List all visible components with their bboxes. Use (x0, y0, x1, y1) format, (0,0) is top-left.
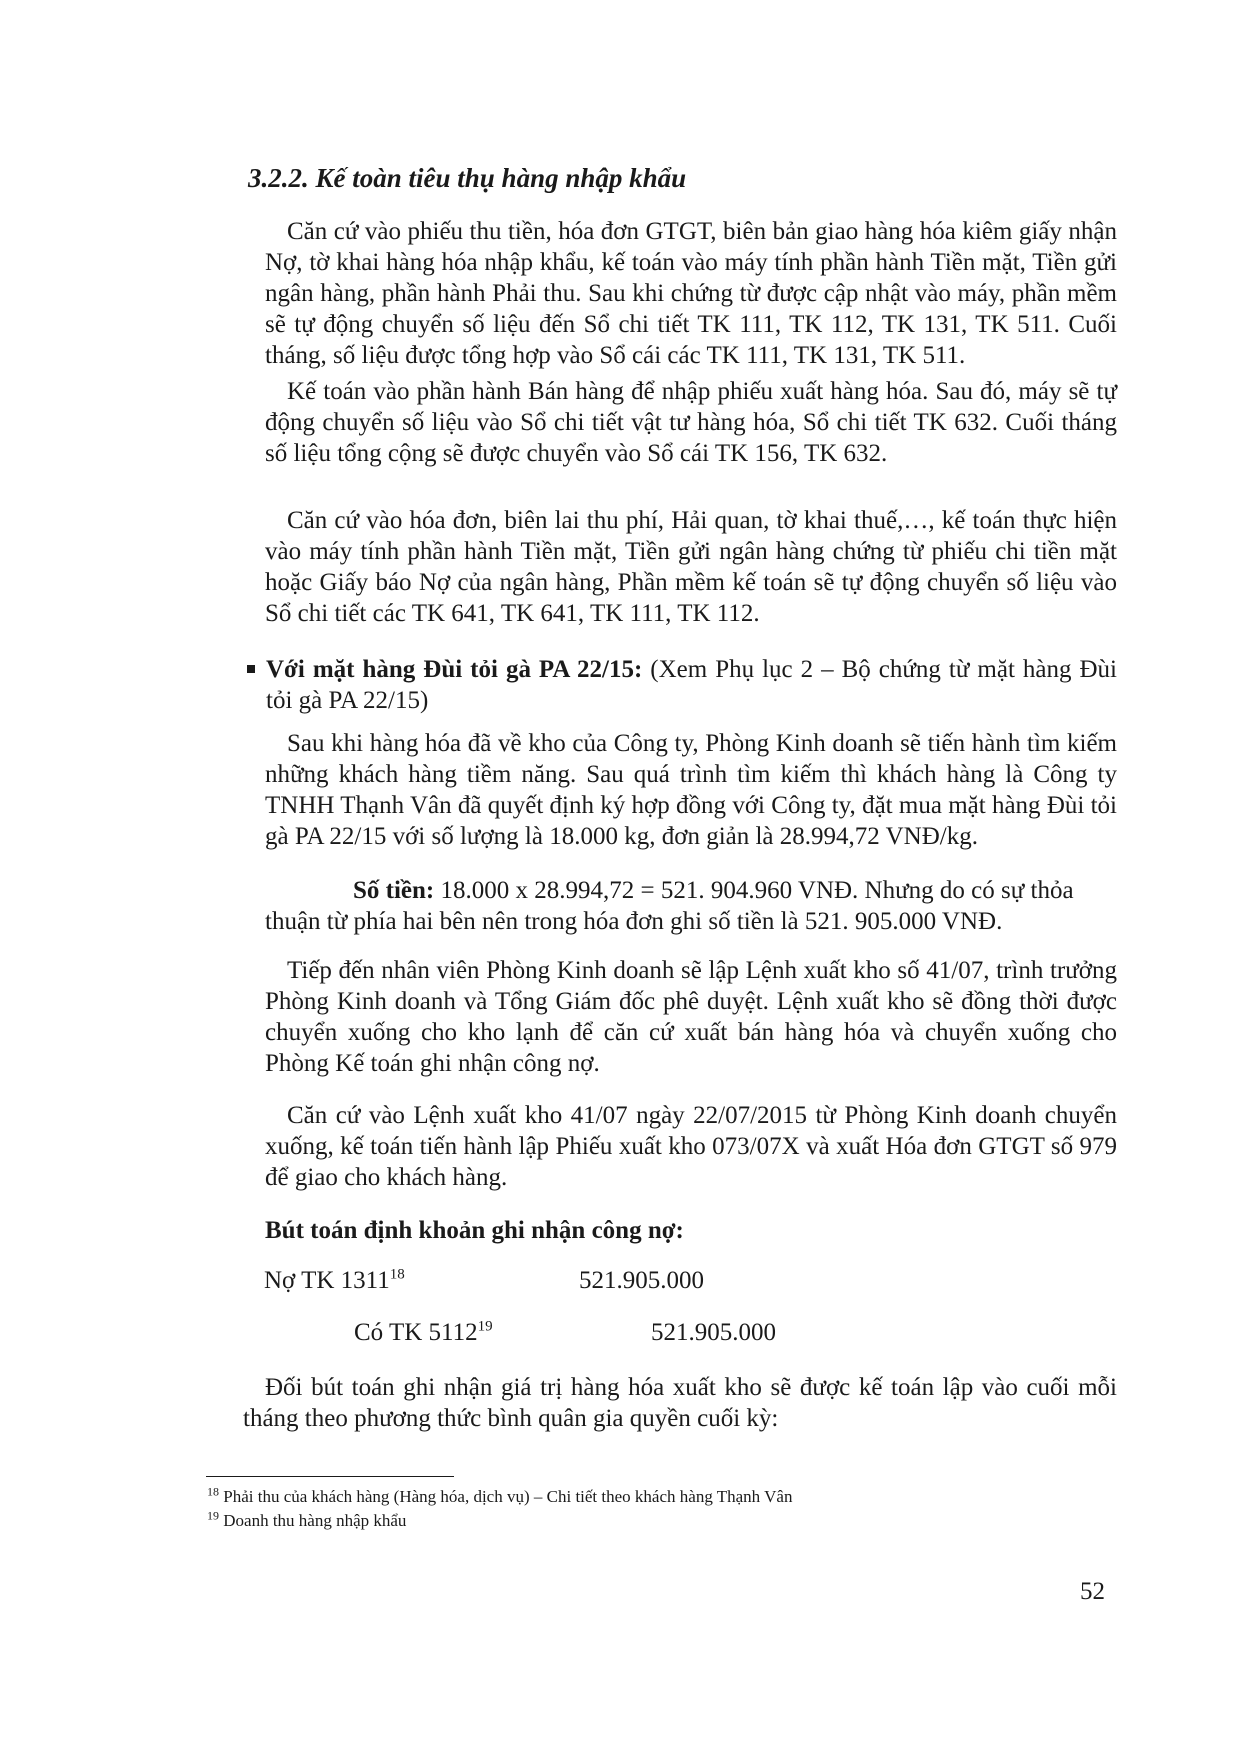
footnote-number: 18 (207, 1484, 219, 1499)
journal-title: Bút toán định khoản ghi nhận công nợ: (265, 1217, 684, 1244)
page-number: 52 (1080, 1578, 1105, 1605)
footnote-text: Phải thu của khách hàng (Hàng hóa, dịch vụ) – Chi tiết theo khách hàng Thạnh Vân (223, 1487, 793, 1506)
journal-debit-amount: 521.905.000 (579, 1267, 704, 1294)
paragraph-expenses: Căn cứ vào hóa đơn, biên lai thu phí, Hải quan, tờ khai thuế,…, kế toán thực hiện vào máy tính phần hành Tiền mặt, Tiền gửi ngân hàng chứng từ phiếu chi tiền mặt hoặc Giấy báo Nợ của ngân hàng, Phần mềm kế toán sẽ tự động chuyển số liệu vào Sổ chi tiết các TK 641, TK 641, TK 111, TK 112. (265, 507, 1117, 627)
paragraph-closing: Đối bút toán ghi nhận giá trị hàng hóa xuất kho sẽ được kế toán lập vào cuối mỗi tháng theo phương thức bình quân gia quyền cuối kỳ: (243, 1374, 1117, 1432)
credit-account-label: Có TK 5112 (354, 1319, 478, 1346)
bullet-title: Với mặt hàng Đùi tỏi gà PA 22/15: (266, 656, 643, 683)
amount-continuation: thuận từ phía hai bên nên trong hóa đơn ghi số tiền là 521. 905.000 VNĐ. (265, 908, 1003, 935)
bullet-text (266, 654, 1117, 716)
paragraph-export-order: Tiếp đến nhân viên Phòng Kinh doanh sẽ lập Lệnh xuất kho số 41/07, trình trưởng Phòng Kinh doanh và Tổng Giám đốc phê duyệt. Lệnh xuất kho sẽ đồng thời được chuyển xuống cho kho lạnh để căn cứ xuất bán hàng hóa và chuyển xuống cho Phòng Kế toán ghi nhận công nợ. (265, 957, 1117, 1077)
journal-credit-account (354, 1317, 493, 1348)
footnote-ref-19[interactable]: 19 (477, 1318, 493, 1335)
journal-debit-account (264, 1265, 405, 1296)
amount-line (353, 875, 1117, 906)
section-heading: 3.2.2. Kế toàn tiêu thụ hàng nhập khẩu (248, 163, 687, 193)
paragraph-sales: Kế toán vào phần hành Bán hàng để nhập phiếu xuất hàng hóa. Sau đó, máy sẽ tự động chuyển số liệu vào Sổ chi tiết vật tư hàng hóa, Sổ chi tiết TK 632. Cuối tháng số liệu tổng cộng sẽ được chuyển vào Sổ cái TK 156, TK 632. (265, 378, 1117, 467)
footnote-divider (206, 1476, 454, 1477)
amount-calculation: 18.000 x 28.994,72 = 521. 904.960 VNĐ. Nhưng do có sự thỏa (434, 877, 1074, 904)
footnote-number: 19 (207, 1508, 219, 1523)
bullet-reference: (Xem Phụ lục 2 – Bộ chứng từ mặt hàng Đùi tỏi gà PA 22/15) (266, 656, 1117, 714)
paragraph-customer: Sau khi hàng hóa đã về kho của Công ty, Phòng Kinh doanh sẽ tiến hành tìm kiếm những khách hàng tiềm năng. Sau quá trình tìm kiếm thì khách hàng là Công ty TNHH Thạnh Vân đã quyết định ký hợp đồng với Công ty, đặt mua mặt hàng Đùi tỏi gà PA 22/15 với số lượng là 18.000 kg, đơn giản là 28.994,72 VNĐ/kg. (265, 730, 1117, 850)
debit-account-label: Nợ TK 1311 (264, 1267, 390, 1294)
amount-label: Số tiền: (353, 877, 435, 904)
footnote-18 (207, 1486, 792, 1508)
footnote-text: Doanh thu hàng nhập khẩu (223, 1511, 407, 1530)
footnote-ref-18[interactable]: 18 (389, 1266, 405, 1283)
journal-credit-amount: 521.905.000 (651, 1319, 776, 1346)
bullet-square-icon (247, 665, 255, 673)
footnote-19 (207, 1510, 406, 1532)
paragraph-invoice: Căn cứ vào Lệnh xuất kho 41/07 ngày 22/07/2015 từ Phòng Kinh doanh chuyển xuống, kế toán tiến hành lập Phiếu xuất kho 073/07X và xuất Hóa đơn GTGT số 979 để giao cho khách hàng. (265, 1102, 1117, 1191)
paragraph-receipts: Căn cứ vào phiếu thu tiền, hóa đơn GTGT, biên bản giao hàng hóa kiêm giấy nhận Nợ, tờ khai hàng hóa nhập khẩu, kế toán vào máy tính phần hành Tiền mặt, Tiền gửi ngân hàng, phần hành Phải thu. Sau khi chứng từ được cập nhật vào máy, phần mềm sẽ tự động chuyển số liệu đến Sổ chi tiết TK 111, TK 112, TK 131, TK 511. Cuối tháng, số liệu được tổng hợp vào Sổ cái các TK 111, TK 131, TK 511. (265, 218, 1117, 369)
